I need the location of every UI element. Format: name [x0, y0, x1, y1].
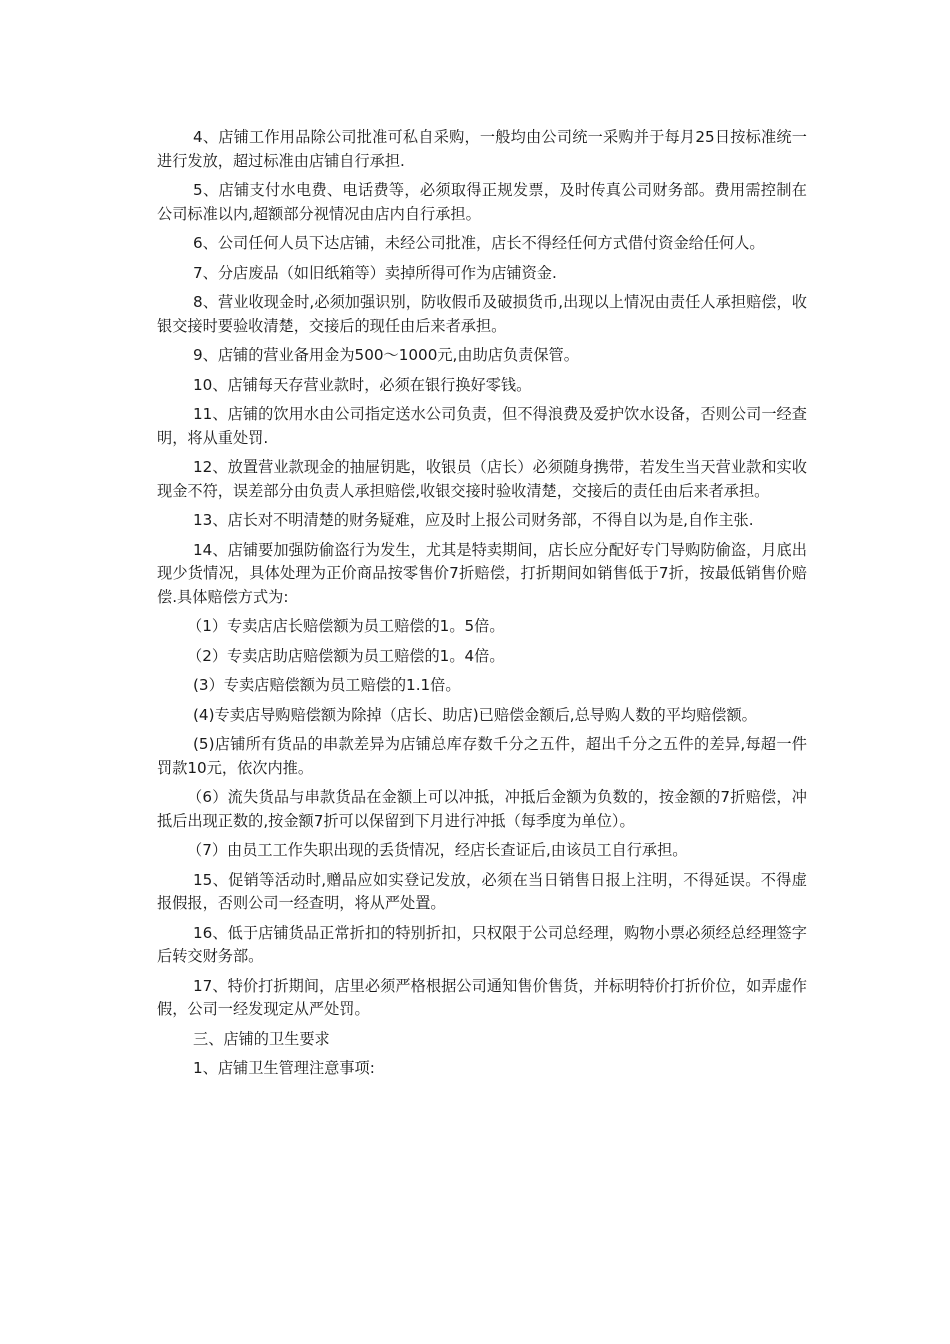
paragraph-9: 9、店铺的营业备用金为500～1000元,由助店负责保管。 — [193, 346, 579, 364]
paragraph-4: 4、店铺工作用品除公司批准可私自采购，一般均由公司统一采购并于每月25日按标准统一进行发放，超过标准由店铺自行承担. — [157, 128, 807, 170]
paragraph-13: 13、店长对不明清楚的财务疑难，应及时上报公司财务部，不得自以为是,自作主张. — [193, 511, 754, 529]
document-body — [157, 126, 807, 1087]
sub-item-1: （1）专卖店店长赔偿额为员工赔偿的1。5倍。 — [187, 617, 505, 635]
paragraph-14: 14、店铺要加强防偷盗行为发生，尤其是特卖期间，店长应分配好专门导购防偷盗，月底出现少货情况，具体处理为正价商品按零售价7折赔偿，打折期间如销售低于7折，按最低销售价赔偿.具体赔偿方式为: — [157, 540, 807, 606]
sub-item-3: (3）专卖店赔偿额为员工赔偿的1.1倍。 — [193, 676, 461, 694]
paragraph-15: 15、促销等活动时,赠品应如实登记发放，必须在当日销售日报上注明，不得延误。不得虚报假报，否则公司一经查明，将从严处置。 — [157, 870, 807, 912]
paragraph-6: 6、公司任何人员下达店铺，未经公司批准，店长不得经任何方式借付资金给任何人。 — [193, 234, 765, 252]
paragraph-17: 17、特价打折期间，店里必须严格根据公司通知售价售货，并标明特价打折价位，如弄虚作假，公司一经发现定从严处罚。 — [157, 976, 807, 1018]
paragraph-8: 8、营业收现金时,必须加强识别，防收假币及破损货币,出现以上情况由责任人承担赔偿，收银交接时要验收清楚，交接后的现任由后来者承担。 — [157, 293, 807, 335]
sub-item-6: （6）流失货品与串款货品在金额上可以冲抵，冲抵后金额为负数的，按金额的7折赔偿，冲抵后出现正数的,按金额7折可以保留到下月进行冲抵（每季度为单位）。 — [157, 788, 807, 830]
sub-item-7: （7）由员工工作失职出现的丢货情况，经店长查证后,由该员工自行承担。 — [187, 841, 688, 859]
paragraph-5: 5、店铺支付水电费、电话费等，必须取得正规发票，及时传真公司财务部。费用需控制在公司标准以内,超额部分视情况由店内自行承担。 — [157, 181, 807, 223]
subsection-heading-hygiene-notes: 1、店铺卫生管理注意事项: — [193, 1059, 375, 1077]
paragraph-16: 16、低于店铺货品正常折扣的特别折扣，只权限于公司总经理，购物小票必须经总经理签字后转交财务部。 — [157, 923, 807, 965]
sub-item-2: （2）专卖店助店赔偿额为员工赔偿的1。4倍。 — [187, 646, 505, 665]
paragraph-10: 10、店铺每天存营业款时，必须在银行换好零钱。 — [193, 375, 532, 394]
paragraph-11: 11、店铺的饮用水由公司指定送水公司负责，但不得浪费及爱护饮水设备，否则公司一经查明，将从重处罚. — [157, 405, 807, 447]
sub-item-5: (5)店铺所有货品的串款差异为店铺总库存数千分之五件，超出千分之五件的差异,每超一件罚款10元，依次内推。 — [157, 735, 807, 777]
paragraph-7: 7、分店废品（如旧纸箱等）卖掉所得可作为店铺资金. — [193, 263, 557, 282]
paragraph-12: 12、放置营业款现金的抽屉钥匙，收银员（店长）必须随身携带，若发生当天营业款和实收现金不符，误差部分由负责人承担赔偿,收银交接时验收清楚，交接后的责任由后来者承担。 — [157, 458, 807, 500]
section-heading-hygiene: 三、店铺的卫生要求 — [193, 1029, 330, 1048]
sub-item-4: (4)专卖店导购赔偿额为除掉（店长、助店)已赔偿金额后,总导购人数的平均赔偿额。 — [193, 705, 757, 724]
